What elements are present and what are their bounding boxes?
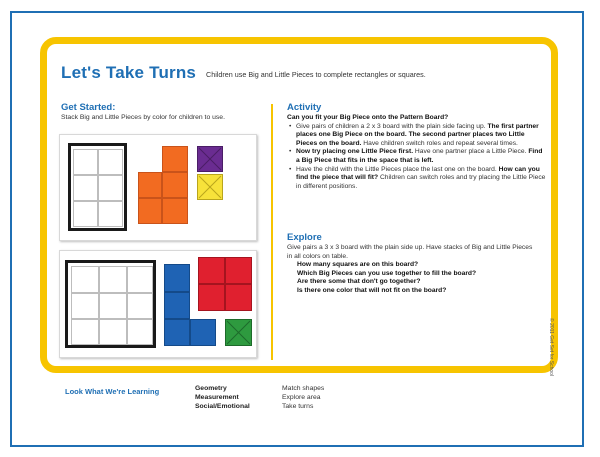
board-cell: [98, 201, 123, 227]
bullet-text: Give pairs of children a 2 x 3 board with the plain side facing up.: [296, 122, 486, 130]
explore-question: Is there one color that will not fit on the board?: [297, 286, 447, 294]
illustration-3x3: [59, 250, 257, 358]
board-cell: [71, 266, 99, 293]
orange-piece-square: [162, 198, 188, 224]
bullet-text: Have one partner place a Little Piece.: [414, 148, 527, 156]
learning-description: Take turns: [282, 403, 314, 410]
explore-body: [287, 244, 537, 296]
orange-piece-square: [162, 172, 188, 198]
board-cell: [99, 266, 127, 293]
pattern-board-2x3: [68, 143, 127, 231]
board-cell: [73, 175, 98, 201]
board-cell: [98, 149, 123, 175]
learning-category: Social/Emotional: [195, 403, 250, 410]
blue-piece-square: [164, 264, 190, 292]
bullet-bold-text: How can you find the piece that will fit?: [296, 165, 540, 182]
board-cell: [71, 293, 99, 319]
activity-heading: Activity: [287, 102, 322, 113]
get-started-text: Stack Big and Little Pieces by color for children to use.: [61, 114, 225, 121]
explore-question: Are there some that don't go together?: [297, 278, 421, 286]
activity-question: Can you fit your Big Piece onto the Pattern Board?: [287, 114, 449, 121]
board-cell: [127, 319, 153, 345]
red-piece-square: [225, 257, 252, 284]
board-cell: [99, 293, 127, 319]
bullet-text: Have children switch roles and repeat several times.: [363, 139, 518, 147]
explore-text: Give pairs a 3 x 3 board with the plain side up. Have stacks of Big and Little Pieces in all colors on table.: [287, 244, 533, 260]
explore-questions: [287, 261, 537, 295]
blue-piece-square: [190, 319, 216, 346]
board-cell: [73, 149, 98, 175]
bullet-bold-text: The first partner places one Big Piece on the board. The second partner places two Little Pieces on the board.: [296, 122, 539, 147]
board-cell: [71, 319, 99, 345]
copyright-text: © 2011 Get Set for School: [548, 318, 554, 377]
explore-question: How many squares are on this board?: [297, 261, 419, 269]
board-cell: [127, 266, 153, 293]
red-piece-square: [225, 284, 252, 311]
get-started-heading: Get Started:: [61, 102, 116, 113]
board-cell: [99, 319, 127, 345]
board-cell: [127, 293, 153, 319]
explore-question: Which Big Pieces can you use together to fill the board?: [297, 269, 477, 277]
red-piece-square: [198, 284, 225, 311]
activity-bullet: [287, 166, 547, 192]
illustration-2x3: [59, 134, 257, 241]
blue-piece-square: [164, 319, 190, 346]
bullet-bold-text: Find a Big Piece that fits in the space that is left.: [296, 148, 543, 164]
activity-bullet: [287, 123, 547, 149]
activity-bullet: [287, 148, 547, 165]
bullet-text: Children can switch roles and try placing the Little Piece in different positions.: [296, 174, 546, 190]
explore-heading: Explore: [287, 232, 322, 243]
orange-piece-square: [138, 198, 162, 224]
board-cell: [73, 201, 98, 227]
green-little-piece: [225, 319, 252, 346]
learning-description: Explore area: [282, 394, 321, 401]
bullet-text: Have the child with the Little Pieces place the last one on the board.: [296, 165, 497, 173]
blue-piece-square: [164, 292, 190, 319]
activity-body: [287, 114, 547, 191]
page-title: Let's Take Turns: [61, 63, 197, 82]
column-divider: [271, 104, 273, 360]
page-subtitle: Children use Big and Little Pieces to complete rectangles or squares.: [206, 70, 426, 79]
learning-category: Geometry: [195, 385, 227, 392]
yellow-little-piece: [197, 174, 223, 200]
orange-piece-square: [162, 146, 188, 172]
bullet-bold-text: Now try placing one Little Piece first.: [296, 148, 414, 156]
learning-category: Measurement: [195, 394, 239, 401]
purple-little-piece: [197, 146, 223, 172]
learning-description: Match shapes: [282, 385, 325, 392]
pattern-board-3x3: [65, 260, 156, 348]
learning-title: Look What We're Learning: [65, 387, 160, 396]
red-piece-square: [198, 257, 225, 284]
orange-piece-square: [138, 172, 162, 198]
board-cell: [98, 175, 123, 201]
